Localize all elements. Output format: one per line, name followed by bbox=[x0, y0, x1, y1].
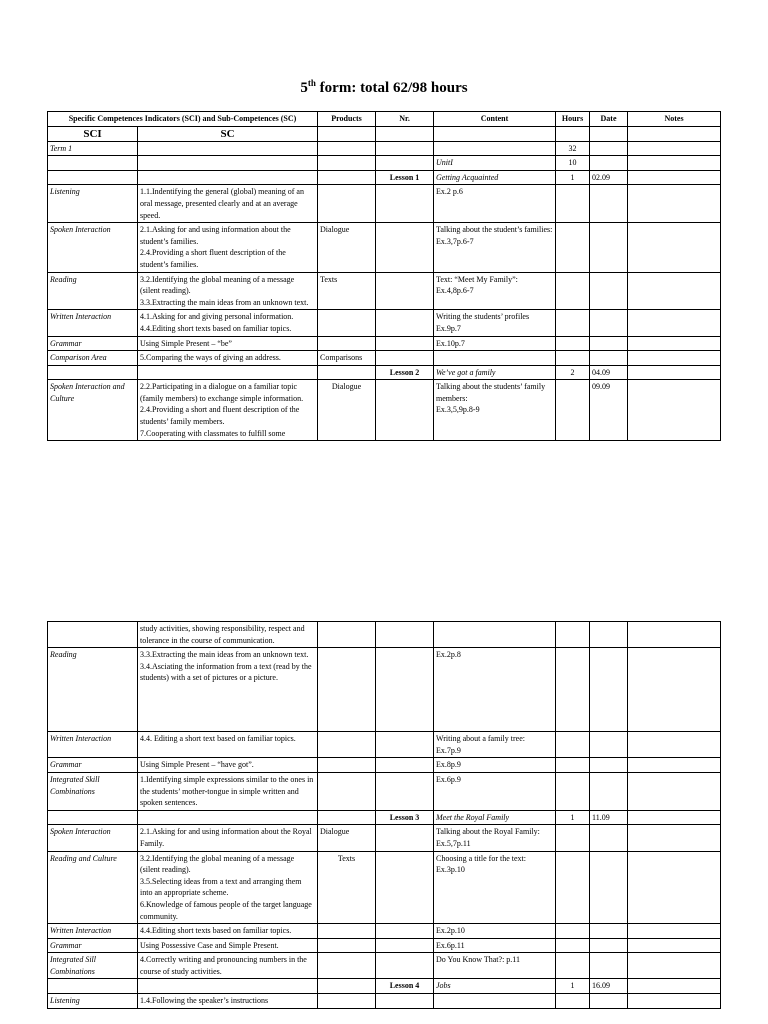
cell-hours bbox=[556, 825, 590, 851]
table-row bbox=[48, 156, 721, 171]
header-hours: Hours bbox=[556, 112, 590, 127]
cell-products: Comparisons bbox=[318, 351, 376, 366]
cell-date bbox=[590, 141, 628, 156]
table-row bbox=[48, 979, 721, 994]
cell-content: Choosing a title for the text: Ex.3p.10 bbox=[434, 851, 556, 924]
cell-sci: Written Interaction bbox=[48, 924, 138, 939]
cell-nr bbox=[376, 994, 434, 1009]
table-row bbox=[48, 310, 721, 336]
cell-content: Jobs bbox=[434, 979, 556, 994]
cell-notes bbox=[628, 351, 721, 366]
table-row bbox=[48, 170, 721, 185]
cell-notes bbox=[628, 924, 721, 939]
cell-sc: 1.4.Following the speaker’s instructions bbox=[138, 994, 318, 1009]
cell-date bbox=[590, 772, 628, 810]
cell-nr bbox=[376, 732, 434, 758]
cell-nr: Lesson 2 bbox=[376, 365, 434, 380]
cell-notes bbox=[628, 994, 721, 1009]
cell-notes bbox=[628, 851, 721, 924]
cell-notes bbox=[628, 825, 721, 851]
cell-content: Do You Know That?: p.11 bbox=[434, 953, 556, 979]
cell-hours bbox=[556, 851, 590, 924]
header-nr: Nr. bbox=[376, 112, 434, 127]
cell-sci: Integrated Skill Combinations bbox=[48, 772, 138, 810]
cell-sc: 4.1.Asking for and giving personal information. 4.4.Editing short texts based on familiar topics. bbox=[138, 310, 318, 336]
cell-date bbox=[590, 994, 628, 1009]
cell-sc: Using Simple Present – “be” bbox=[138, 336, 318, 351]
table-row bbox=[48, 223, 721, 272]
cell-content: Ex.2p.10 bbox=[434, 924, 556, 939]
cell-nr bbox=[376, 272, 434, 310]
cell-date bbox=[590, 336, 628, 351]
table-row bbox=[48, 365, 721, 380]
cell-products bbox=[318, 979, 376, 994]
table-subheader-row bbox=[48, 126, 721, 141]
cell-hours bbox=[556, 732, 590, 758]
cell-content: UnitI bbox=[434, 156, 556, 171]
cell-nr bbox=[376, 380, 434, 441]
cell-products bbox=[318, 185, 376, 223]
cell-hours bbox=[556, 953, 590, 979]
page-title: 5th form: total 62/98 hours bbox=[300, 78, 468, 96]
cell-sc: 3.2.Identifying the global meaning of a message (silent reading). 3.3.Extracting the main ideas from an unknown text. bbox=[138, 272, 318, 310]
cell-hours bbox=[556, 994, 590, 1009]
table-row bbox=[48, 953, 721, 979]
cell-sc: 2.1.Asking for and using information about the student’s families. 2.4.Providing a short fluent description of the student’s families. bbox=[138, 223, 318, 272]
table-row bbox=[48, 810, 721, 825]
cell-content bbox=[434, 994, 556, 1009]
header-sci: SCI bbox=[48, 126, 138, 141]
cell-products bbox=[318, 953, 376, 979]
cell-notes bbox=[628, 772, 721, 810]
cell-notes bbox=[628, 380, 721, 441]
cell-nr bbox=[376, 622, 434, 648]
cell-products bbox=[318, 758, 376, 773]
cell-notes bbox=[628, 938, 721, 953]
cell-sci: Grammar bbox=[48, 336, 138, 351]
table-row bbox=[48, 351, 721, 366]
cell-date bbox=[590, 648, 628, 732]
cell-notes bbox=[628, 156, 721, 171]
cell-content: Talking about the students’ family members: Ex.3,5,9p.8-9 bbox=[434, 380, 556, 441]
cell-products: Texts bbox=[318, 851, 376, 924]
cell-sci bbox=[48, 156, 138, 171]
header-products: Products bbox=[318, 112, 376, 127]
cell-notes bbox=[628, 310, 721, 336]
cell-hours bbox=[556, 924, 590, 939]
header-sc: SC bbox=[138, 126, 318, 141]
cell-products bbox=[318, 732, 376, 758]
cell-sci bbox=[48, 365, 138, 380]
table-row bbox=[48, 924, 721, 939]
cell-sc: 2.1.Asking for and using information about the Royal Family. bbox=[138, 825, 318, 851]
cell-hours bbox=[556, 310, 590, 336]
cell-nr: Lesson 3 bbox=[376, 810, 434, 825]
cell-products bbox=[318, 336, 376, 351]
cell-products: Dialogue bbox=[318, 223, 376, 272]
header-date: Date bbox=[590, 112, 628, 127]
cell-content: Ex.2p.8 bbox=[434, 648, 556, 732]
cell-nr bbox=[376, 351, 434, 366]
cell-products bbox=[318, 156, 376, 171]
cell-sci: Reading and Culture bbox=[48, 851, 138, 924]
cell-date bbox=[590, 825, 628, 851]
cell-sci: Reading bbox=[48, 272, 138, 310]
table-row bbox=[48, 851, 721, 924]
cell-sci: Grammar bbox=[48, 938, 138, 953]
header-content: Content bbox=[434, 112, 556, 127]
cell-date bbox=[590, 953, 628, 979]
table-row bbox=[48, 772, 721, 810]
cell-date bbox=[590, 938, 628, 953]
table-row bbox=[48, 938, 721, 953]
cell-hours bbox=[556, 622, 590, 648]
cell-notes bbox=[628, 953, 721, 979]
table-row bbox=[48, 272, 721, 310]
cell-date: 16.09 bbox=[590, 979, 628, 994]
cell-hours bbox=[556, 272, 590, 310]
cell-sci: Integrated Sill Combinations bbox=[48, 953, 138, 979]
cell-sc bbox=[138, 170, 318, 185]
cell-notes bbox=[628, 185, 721, 223]
cell-products bbox=[318, 772, 376, 810]
cell-nr: Lesson 4 bbox=[376, 979, 434, 994]
cell-products bbox=[318, 170, 376, 185]
cell-nr bbox=[376, 310, 434, 336]
cell-sc: 2.2.Participating in a dialogue on a familiar topic (family members) to exchange simple information. 2.4.Providing a short and fluent description of the students’ family members. 7.Cooperating with classmates to fulfill some bbox=[138, 380, 318, 441]
cell-date bbox=[590, 851, 628, 924]
cell-content: Ex.2 p.6 bbox=[434, 185, 556, 223]
cell-sci: Comparison Area bbox=[48, 351, 138, 366]
cell-sc: 1.Identifying simple expressions similar to the ones in the students’ mother-tongue in simple written and spoken sentences. bbox=[138, 772, 318, 810]
cell-content: Ex.6p.9 bbox=[434, 772, 556, 810]
cell-sci: Spoken Interaction bbox=[48, 223, 138, 272]
cell-sci bbox=[48, 170, 138, 185]
cell-hours bbox=[556, 185, 590, 223]
cell-content: Text: “Meet My Family”: Ex.4,8p.6-7 bbox=[434, 272, 556, 310]
cell-date bbox=[590, 758, 628, 773]
cell-notes bbox=[628, 810, 721, 825]
cell-products: Dialogue bbox=[318, 825, 376, 851]
cell-sc bbox=[138, 979, 318, 994]
cell-sci: Written Interaction bbox=[48, 310, 138, 336]
cell-hours: 32 bbox=[556, 141, 590, 156]
cell-hours bbox=[556, 223, 590, 272]
cell-sci: Listening bbox=[48, 185, 138, 223]
cell-sc: Using Simple Present – “have got”. bbox=[138, 758, 318, 773]
cell-sci: Listening bbox=[48, 994, 138, 1009]
cell-date bbox=[590, 185, 628, 223]
cell-date: 04.09 bbox=[590, 365, 628, 380]
cell-nr bbox=[376, 141, 434, 156]
cell-content: We’ve got a family bbox=[434, 365, 556, 380]
cell-hours: 1 bbox=[556, 170, 590, 185]
cell-nr bbox=[376, 953, 434, 979]
cell-sc: 5.Comparing the ways of giving an address. bbox=[138, 351, 318, 366]
cell-date bbox=[590, 223, 628, 272]
cell-content bbox=[434, 141, 556, 156]
cell-hours bbox=[556, 772, 590, 810]
cell-sc: 4.Correctly writing and pronouncing numbers in the course of study activities. bbox=[138, 953, 318, 979]
cell-products bbox=[318, 310, 376, 336]
cell-date bbox=[590, 310, 628, 336]
cell-hours bbox=[556, 938, 590, 953]
cell-nr bbox=[376, 772, 434, 810]
cell-date bbox=[590, 924, 628, 939]
cell-sci bbox=[48, 622, 138, 648]
cell-notes bbox=[628, 141, 721, 156]
cell-products bbox=[318, 810, 376, 825]
cell-products: Dialogue bbox=[318, 380, 376, 441]
cell-notes bbox=[628, 758, 721, 773]
cell-sci: Grammar bbox=[48, 758, 138, 773]
table-row bbox=[48, 732, 721, 758]
header-notes: Notes bbox=[628, 112, 721, 127]
cell-nr bbox=[376, 336, 434, 351]
cell-date: 11.09 bbox=[590, 810, 628, 825]
cell-date bbox=[590, 351, 628, 366]
cell-content: Writing about a family tree: Ex.7p.9 bbox=[434, 732, 556, 758]
cell-sc bbox=[138, 810, 318, 825]
cell-notes bbox=[628, 648, 721, 732]
curriculum-table-2 bbox=[47, 621, 721, 1009]
cell-sci: Reading bbox=[48, 648, 138, 732]
cell-date: 02.09 bbox=[590, 170, 628, 185]
cell-notes bbox=[628, 272, 721, 310]
cell-hours bbox=[556, 758, 590, 773]
cell-notes bbox=[628, 336, 721, 351]
cell-nr bbox=[376, 156, 434, 171]
cell-notes bbox=[628, 979, 721, 994]
cell-sc: 4.4. Editing a short text based on familiar topics. bbox=[138, 732, 318, 758]
cell-sc: 4.4.Editing short texts based on familiar topics. bbox=[138, 924, 318, 939]
header-spec: Specific Competences Indicators (SCI) and Sub-Competences (SC) bbox=[48, 112, 318, 127]
cell-hours: 1 bbox=[556, 810, 590, 825]
cell-date bbox=[590, 156, 628, 171]
table-row bbox=[48, 622, 721, 648]
cell-hours bbox=[556, 336, 590, 351]
cell-content: Ex.8p.9 bbox=[434, 758, 556, 773]
cell-sc: study activities, showing responsibility, respect and tolerance in the course of communication. bbox=[138, 622, 318, 648]
cell-sc: Using Possessive Case and Simple Present. bbox=[138, 938, 318, 953]
cell-products bbox=[318, 924, 376, 939]
cell-nr bbox=[376, 648, 434, 732]
cell-sci: Spoken Interaction bbox=[48, 825, 138, 851]
cell-nr bbox=[376, 758, 434, 773]
table-row bbox=[48, 185, 721, 223]
cell-date bbox=[590, 622, 628, 648]
table-row bbox=[48, 141, 721, 156]
table-header-row bbox=[48, 112, 721, 127]
cell-nr: Lesson 1 bbox=[376, 170, 434, 185]
cell-notes bbox=[628, 170, 721, 185]
cell-sc: 3.2.Identifying the global meaning of a message (silent reading). 3.5.Selecting ideas from a text and arranging them into an appropriate scheme. 6.Knowledge of famous people of the target language community. bbox=[138, 851, 318, 924]
cell-sc: 3.3.Extracting the main ideas from an unknown text. 3.4.Asciating the information from a text (read by the students) with a set of pictures or a picture. bbox=[138, 648, 318, 732]
cell-date: 09.09 bbox=[590, 380, 628, 441]
table-row bbox=[48, 648, 721, 732]
cell-content: Ex.10p.7 bbox=[434, 336, 556, 351]
cell-sci bbox=[48, 810, 138, 825]
table-row bbox=[48, 380, 721, 441]
cell-hours bbox=[556, 351, 590, 366]
cell-hours: 2 bbox=[556, 365, 590, 380]
cell-nr bbox=[376, 185, 434, 223]
cell-sc: 1.1.Indentifying the general (global) meaning of an oral message, presented clearly and at an average speed. bbox=[138, 185, 318, 223]
cell-products bbox=[318, 994, 376, 1009]
cell-sci: Term 1 bbox=[48, 141, 138, 156]
cell-hours bbox=[556, 648, 590, 732]
cell-products bbox=[318, 938, 376, 953]
cell-hours bbox=[556, 380, 590, 441]
table-row bbox=[48, 758, 721, 773]
cell-nr bbox=[376, 938, 434, 953]
cell-products bbox=[318, 365, 376, 380]
cell-sc bbox=[138, 141, 318, 156]
cell-products bbox=[318, 622, 376, 648]
cell-content: Ex.6p.11 bbox=[434, 938, 556, 953]
cell-content: Talking about the student’s families: Ex.3,7p.6-7 bbox=[434, 223, 556, 272]
cell-content: Talking about the Royal Family: Ex.5,7p.11 bbox=[434, 825, 556, 851]
cell-sc bbox=[138, 156, 318, 171]
cell-products: Texts bbox=[318, 272, 376, 310]
cell-hours: 1 bbox=[556, 979, 590, 994]
table-row bbox=[48, 994, 721, 1009]
cell-sci: Spoken Interaction and Culture bbox=[48, 380, 138, 441]
cell-sc bbox=[138, 365, 318, 380]
cell-notes bbox=[628, 365, 721, 380]
cell-hours: 10 bbox=[556, 156, 590, 171]
cell-nr bbox=[376, 825, 434, 851]
cell-nr bbox=[376, 851, 434, 924]
cell-nr bbox=[376, 924, 434, 939]
cell-products bbox=[318, 648, 376, 732]
cell-content: Writing the students’ profiles Ex.9p.7 bbox=[434, 310, 556, 336]
cell-date bbox=[590, 272, 628, 310]
table-row bbox=[48, 336, 721, 351]
cell-content: Getting Acquainted bbox=[434, 170, 556, 185]
cell-content bbox=[434, 622, 556, 648]
curriculum-table-1 bbox=[47, 111, 721, 441]
cell-notes bbox=[628, 732, 721, 758]
cell-notes bbox=[628, 223, 721, 272]
cell-content bbox=[434, 351, 556, 366]
cell-content: Meet the Royal Family bbox=[434, 810, 556, 825]
cell-date bbox=[590, 732, 628, 758]
cell-sci bbox=[48, 979, 138, 994]
cell-nr bbox=[376, 223, 434, 272]
cell-notes bbox=[628, 622, 721, 648]
cell-sci: Written Interaction bbox=[48, 732, 138, 758]
cell-products bbox=[318, 141, 376, 156]
table-row bbox=[48, 825, 721, 851]
